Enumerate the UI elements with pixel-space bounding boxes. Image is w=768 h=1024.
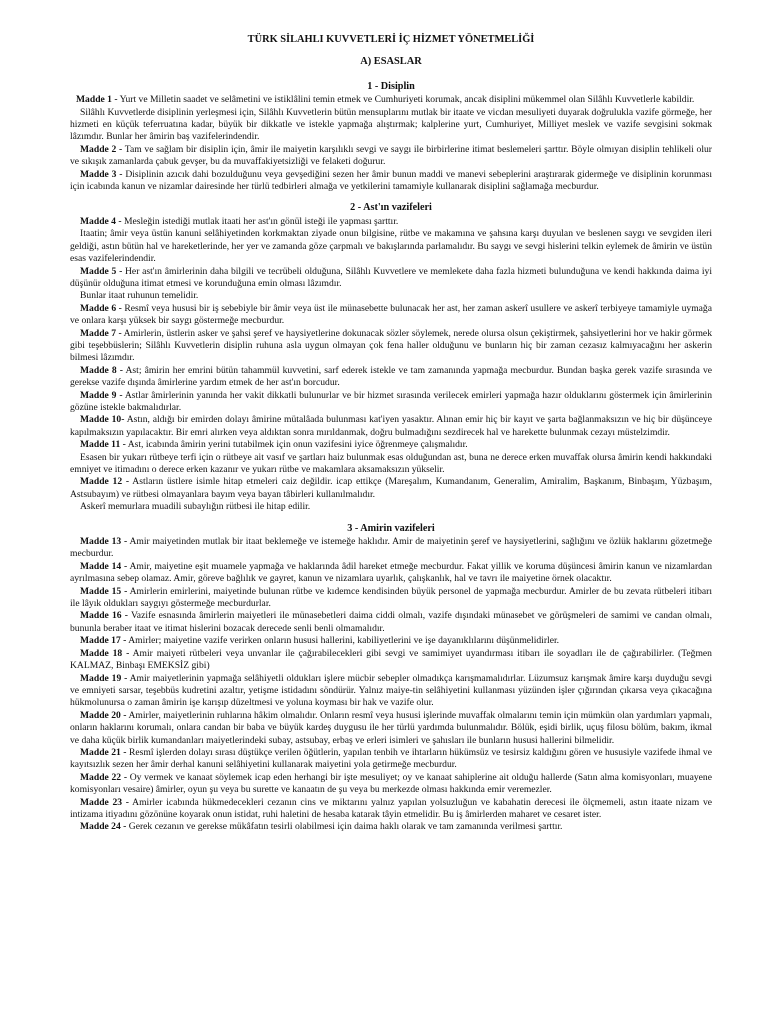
- article-paragraph: [70, 648, 712, 673]
- section-title: 3 - Amirin vazifeleri: [347, 522, 435, 534]
- section: [70, 81, 712, 194]
- article-label: Madde 17 -: [80, 635, 127, 647]
- article-paragraph: [70, 710, 712, 747]
- article-paragraph: [70, 476, 712, 501]
- article-text: Amirlerin emirlerini, maiyetinde bulunan rütbe ve kıdemce kendisinden büyük personel de yapmağa mecburdur. Amirler de bu zevata rütbeleri itibarı ile lâyık oldukları saygıyı göstermeğe mecburdurlar.: [70, 585, 712, 610]
- article-text: Amirler; maiyetine vazife verirken onların hususi hallerini, kabiliyetlerini ve işe dayanıklılarını düşünmelidirler.: [126, 635, 560, 647]
- article-paragraph: [70, 452, 712, 477]
- article-paragraph: [70, 747, 712, 772]
- article-paragraph: [70, 673, 712, 710]
- sections-container: [70, 81, 712, 834]
- article-label: Madde 22 -: [80, 771, 128, 783]
- document-title: TÜRK SİLAHLI KUVVETLERİ İÇ HİZMET YÖNETMELİĞİ: [247, 34, 535, 45]
- article-text: Amirlerin, üstlerin asker ve şahsi şeref ve haysiyetlerine dokunacak sözler söylemek, nerede olursa olsun çekiştirmek, şahsiyetlerini hor ve hakir görmek gibi teşebbüslerin; Silâhlı Kuvvetlerin disiplin ruhuna asla uygun olmayan çok fena haller olduğunu ve bunların hiç bir zaman cezasız kalmıyacağını her askerin bilmesi lâzımdır.: [70, 327, 712, 364]
- article-label: Madde 16 -: [80, 610, 128, 622]
- article-text: Resmî işlerden dolayı sırası düştükçe verilen öğütlerin, yapılan tenbih ve ihtarların hükümsüz ve tesirsiz kaldığını gören ve hususiyle vazifede ihmal ve kayıtsızlık sezen her âmir derhal kanuni selâhiyetini kullanarak maiyetini yola getirmeğe mecburdur.: [70, 746, 712, 771]
- article-text: Bunlar itaat ruhunun temelidir.: [80, 290, 199, 302]
- article-text: Silâhlı Kuvvetlerde disiplinin yerleşmesi için, Silâhlı Kuvvetlerin bütün mensuplarını mutlak bir itaate ve vicdan mesuliyeti duyarak doğrulukla vazife görmeğe, her hizmeti en küçük teferruatına kadar, büyük bir dikkatle ve istekle yapmağa alıştırmak; kalplerine yurt, Cumhuriyet, Milliyet meslek ve vazife sevgisini sokmak lâzımdır. Bunlar her âmirin baş vazifelerindendir.: [70, 106, 712, 143]
- article-text: Her ast'ın âmirlerinin daha bilgili ve tecrübeli olduğuna, Silâhlı Kuvvetlere ve memlekete daha fazla hizmeti bulunduğuna ve kendi hakkında daima iyi düşünür olduğuna itimat etmesi ve korunduğuna emin olması lâzımdır.: [70, 265, 712, 289]
- article-paragraph: [70, 536, 712, 561]
- article-text: Oy vermek ve kanaat söylemek icap eden herhangi bir işte mesuliyet; oy ve kanaat sahiplerine ait olduğu hallerde (Satın alma komisyonları, muayene komisyonları vesaire) âmirler, oyun şu veya bu surette ve kanaatın de şu veya bu merkezde olması hakkında emir veremezler.: [70, 771, 712, 796]
- article-paragraph: [70, 290, 712, 302]
- article-label: Madde 13 -: [80, 536, 128, 548]
- article-label: Madde 9 -: [80, 389, 123, 401]
- article-label: Madde 11 -: [80, 439, 126, 451]
- section: [70, 523, 712, 834]
- article-label: Madde 2 -: [80, 143, 123, 155]
- section: [70, 202, 712, 513]
- article-paragraph: [70, 561, 712, 586]
- article-paragraph: [70, 635, 712, 647]
- article-label: Madde 12 -: [80, 476, 130, 488]
- article-text: Yurt ve Milletin saadet ve selâmetini ve istiklâlini temin etmek ve Cumhuriyeti korumak, ancak disiplini mükemmel olan Silâhlı Kuvvetlerle kabildir.: [117, 94, 695, 106]
- article-text: Ast, icabında âmirin yerini tutabilmek için onun vazifesini iyice öğrenmeye çalışmalıdır.: [125, 439, 468, 451]
- article-label: Madde 24 -: [80, 821, 127, 833]
- article-text: Mesleğin istediği mutlak itaati her ast'ın gönül isteği ile yapması şarttır.: [121, 215, 399, 227]
- article-text: Amir maiyeti rütbeleri veya unvanlar ile çağırabilecekleri gibi sevgi ve samimiyet uyandırması itibarı ile soyadları ile de çağırabilirler. (Teğmen KALMAZ, Binbaşı EMEKSİZ gibi): [70, 647, 712, 672]
- article-paragraph: [70, 821, 712, 833]
- article-paragraph: [70, 303, 712, 328]
- article-text: Vazife esnasında âmirlerin maiyetleri ile münasebetleri daima ciddi olmalı, vazife dışındaki münasebet ve görüşmeleri de samimi ve candan olmalı, bununla beraber itaat ve itimat hislerini bozacak derecede senli benli olmamalıdır.: [70, 610, 712, 634]
- article-label: Madde 19 -: [80, 672, 128, 684]
- article-paragraph: [70, 501, 712, 513]
- article-paragraph: [70, 169, 712, 194]
- article-paragraph: [70, 586, 712, 611]
- article-text: Itaatin; âmir veya üstün kanuni selâhiyetinden korkmaktan ziyade onun bilgisine, rütbe ve makamına ve şahsına karşı duyulan ve beslenen saygı ve sevgiden ileri geldiği, astın bütün hal ve hareketlerinde, her yer ve zamanda göze çarpmalı ve bakışlarında parlamalıdır. Bu saygı ve sevgi hislerini telkin eylemek de âmirin ve üstün esas vazifelerindendir.: [70, 228, 712, 265]
- article-text: Disiplinin azıcık dahi bozulduğunu veya gevşediğini sezen her âmir bunun maddi ve manevi sebeplerini araştırarak gidermeğe ve disiplinin korunması için icabında kanun ve nizamlar dairesinde her türlü tedbirleri almağa ve yetkilerini tamamiyle kullanarak disiplini sağlamağa mecburdur.: [70, 168, 712, 193]
- article-label: Madde 15 -: [80, 585, 128, 597]
- article-text: Amir maiyetlerinin yapmağa selâhiyetli oldukları işlere mücbir sebepler olmadıkça karışmamalıdırlar. Lüzumsuz karışmak âmire karşı duyduğu sevgi ve emniyeti sarsar, teşebbüs kudretini azaltır, yetişme istidadını söndürür. Yalnız maiye-tin selâhiyetini kullanması yüzünden işler çığırından çıkarsa veya çıkacağına hükmolunursa o zaman âmirin işe karışıp düzeltmesi ve yoluna koyması bir hak ve vazife olur.: [70, 672, 712, 709]
- part-title: A) ESASLAR: [360, 56, 422, 68]
- article-label: Madde 4 -: [80, 215, 122, 227]
- article-text: Ast; âmirin her emrini bütün tahammül kuvvetini, sarf ederek istekle ve tam zamanında yapmağa mecburdur. Bundan başka gerek vazife sırasında ve gerekse vazife dışında âmirlerine yardım etmek de her ast'ın borcudur.: [70, 364, 712, 389]
- article-text: Astlar âmirlerinin yanında her vakit dikkatli bulunurlar ve bir hizmet sırasında verilecek emirleri yapmağa hazır olduklarını göstermek için âmirlerinin gözüne istekle bakmalıdırlar.: [70, 389, 712, 413]
- article-text: Amir maiyetinden mutlak bir itaat beklemeğe ve istemeğe haklıdır. Amir de maiyetinin şeref ve haysiyetlerini, sağlığını ve özlük haklarını gözetmeğe mecburdur.: [70, 536, 712, 560]
- article-paragraph: [70, 94, 712, 106]
- article-paragraph: [70, 228, 712, 265]
- article-text: Amirler icabında hükmedecekleri cezanın cins ve miktarını yalnız yapılan yolsuzluğun ve kabahatin derecesi ile ölçmemeli, astın itaate nizam ve intizama itiyadını gözönüne koyarak onun istidat, ruhi haletini de hesaba katarak tâyin etmelidir. Bu iş âmirlerden maharet ve cesaret ister.: [70, 796, 712, 820]
- article-paragraph: [70, 772, 712, 797]
- article-label: Madde 3 -: [80, 168, 123, 180]
- article-paragraph: [70, 797, 712, 822]
- article-label: Madde 23 -: [80, 796, 129, 808]
- article-paragraph: [70, 390, 712, 415]
- article-text: Askerî memurlara muadili subaylığın rütbesi ile hitap edilir.: [80, 501, 311, 513]
- article-label: Madde 7 -: [80, 327, 122, 339]
- article-label: Madde 14 -: [80, 560, 128, 572]
- article-paragraph: [70, 414, 712, 439]
- article-text: Gerek cezanın ve gerekse mükâfatın tesirli olabilmesi için daima haklı olarak ve tam zamanında verilmesi şarttır.: [126, 821, 563, 833]
- article-text: Resmî veya hususi bir iş sebebiyle bir âmir veya üst ile münasebette bulunacak her ast, her zaman askerî usullere ve askerî terbiyeye tamamiyle uymağa ve onlara karşı yüksek bir saygı göstermeğe mecburdur.: [70, 302, 712, 327]
- article-label: Madde 8 -: [80, 364, 123, 376]
- article-paragraph: [70, 439, 712, 451]
- article-paragraph: [70, 144, 712, 169]
- article-label: Madde 18 -: [80, 647, 130, 659]
- article-text: Tam ve sağlam bir disiplin için, âmir ile maiyetin karşılıklı sevgi ve saygı ile birbirlerine itimat beslemeleri şarttır. Böyle olmıyan disiplin tehlikeli olur ve sıkışık zamanlarda çabuk gevşer, bu da muvaffakiyetsizliği ve felaketi doğurur.: [70, 143, 712, 168]
- section-title: 1 - Disiplin: [367, 80, 415, 92]
- article-label: Madde 5 -: [80, 265, 123, 277]
- article-label: Madde 21 -: [80, 746, 127, 758]
- article-label: Madde 6 -: [80, 302, 122, 314]
- article-text: Amir, maiyetine eşit muamele yapmağa ve haklarında âdil hareket etmeğe mecburdur. Fakat yillik ve koruma düşüncesi âmirin kanun ve nizamlardan ayrılmasına sebep olamaz. Amir, göreve bağlılık ve gayret, kanun ve nizamlara uyarlık, çalışkanlık, hal ve tavrı ile maiyetine örnek olacaktır.: [70, 560, 712, 585]
- article-label: Madde 20 -: [80, 709, 127, 721]
- article-text: Esasen bir yukarı rütbeye terfi için o rütbeye ait vasıf ve şartları haiz bulunmak esas olduğundan ast, buna ne derece erken muvaffak olursa âmirin kendi hakkındaki emniyet ve itimadını o derece erken kazanır ve yukarı rütbe ve makamlara aksamaksızın yükselir.: [70, 451, 712, 475]
- article-label: Madde 1 -: [76, 94, 118, 106]
- article-paragraph: [70, 610, 712, 635]
- article-paragraph: [70, 216, 712, 228]
- article-text: Astın, aldığı bir emirden dolayı âmirine mütalâada bulunması kat'iyen yasaktır. Alınan emir hiç bir kayıt ve şarta bağlanmaksızın ve hiç bir düşünceye kapılmaksızın yapılacaktır. Bir emri alırken veya aldıktan sonra mırıldanmak, doğru bulmadığını sezdirecek hal ve harekette bulunmak cezayı müstelzimdir.: [70, 414, 713, 438]
- article-paragraph: [70, 266, 712, 291]
- article-paragraph: [70, 328, 712, 365]
- article-label: Madde 10-: [80, 414, 125, 426]
- article-text: Amirler, maiyetlerinin ruhlarına hâkim olmalıdır. Onların resmî veya hususi işlerinde muvaffak olmalarını temin için mümkün olan yardımları yapmalı, onların haklarını korumalı, onlara candan bir baba ve büyük kardeş duygusu ile her türlü yardımda bulunmalıdır. Bölük, eşidi birlik, uçuş filosu bölüm, bakım, ikmal ve daha küçük birlik kumandanları maiyetlerindeki subay, astsubay, erbaş ve erleri isimleri ve şahısları ile bunların hususi hallerini bilmelidir.: [70, 709, 713, 746]
- section-title: 2 - Ast'ın vazifeleri: [350, 202, 432, 214]
- article-paragraph: [70, 365, 712, 390]
- article-paragraph: [70, 107, 712, 144]
- article-text: Astların üstlere isimle hitap etmeleri caiz değildir. icap ettikçe (Mareşalım, Kumandanım, Generalim, Amiralim, Başkanım, Binbaşım, Yüzbaşım, Astsubayım) ve rütbesi olmayanlara bayım veya bayan tâbirleri kullanılmalıdır.: [70, 476, 712, 500]
